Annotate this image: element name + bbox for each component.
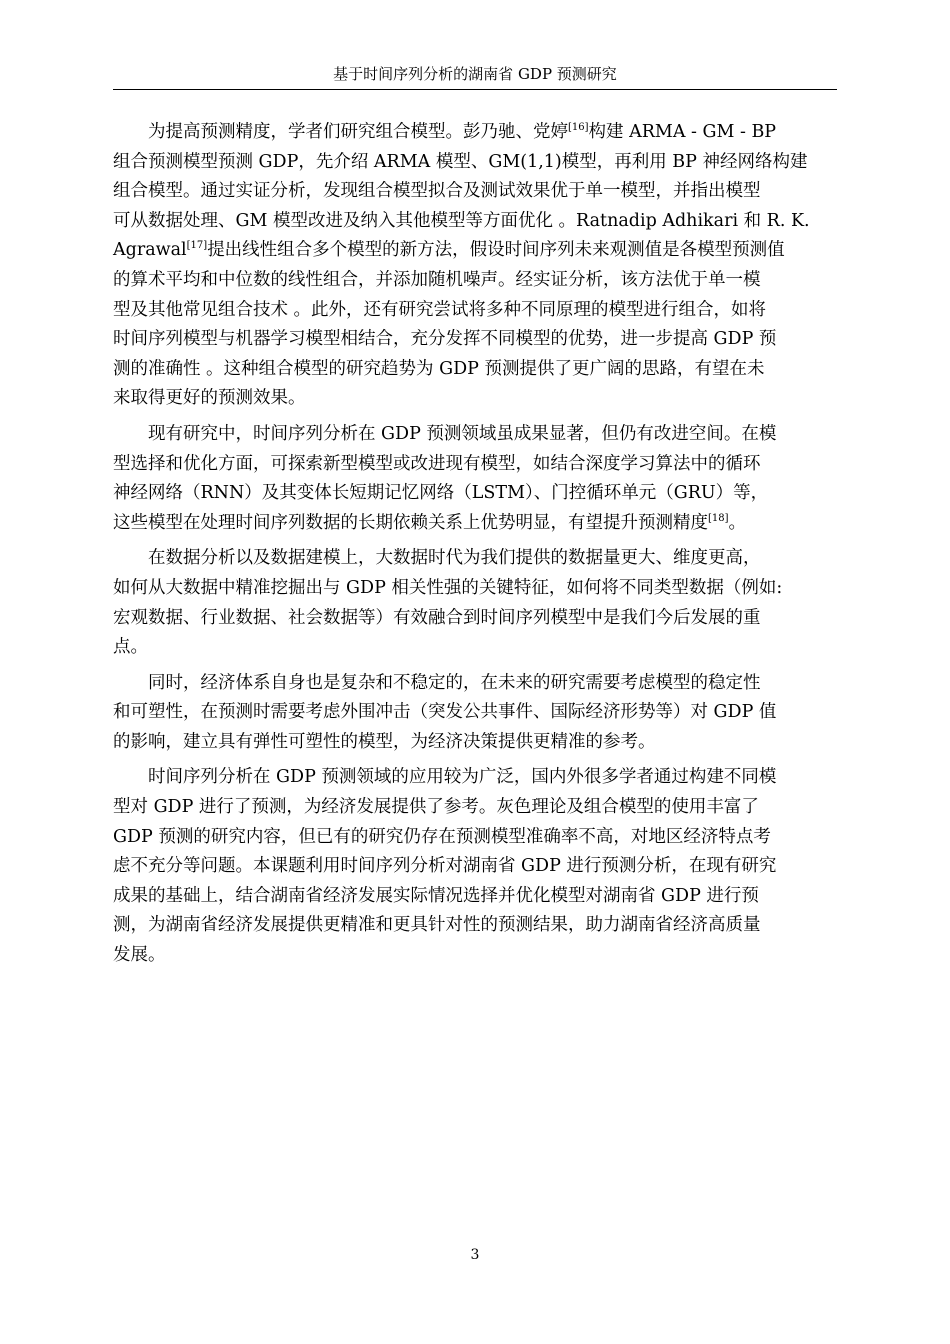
running-header: 基于时间序列分析的湖南省 GDP 预测研究 [333,65,617,83]
text-line [113,698,837,728]
text-line [113,728,837,758]
text-run: 型及其他常见组合技术 。此外，还有研究尝试将多种不同原理的模型进行组合，如将 [113,299,767,320]
text-line [113,669,837,699]
text-run: 可从数据处理、GM 模型改进及纳入其他模型等方面优化 。Ratnadip Adhikari 和 R. K. [113,210,810,231]
text-run: 测，为湖南省经济发展提供更精准和更具针对性的预测结果，助力湖南省经济高质量 [113,915,761,936]
text-line [113,450,837,480]
text-run: GDP 预测的研究内容，但已有的研究仍存在预测模型准确率不高，对地区经济特点考 [113,826,771,847]
text-run: 宏观数据、行业数据、社会数据等）有效融合到时间序列模型中是我们今后发展的重 [113,607,761,628]
text-run: 组合模型。通过实证分析，发现组合模型拟合及测试效果优于单一模型，并指出模型 [113,181,761,202]
text-line [113,509,837,539]
text-line [113,384,837,414]
text-line [113,236,837,266]
text-run: 如何从大数据中精准挖掘出与 GDP 相关性强的关键特征，如何将不同类型数据（例如: [113,577,783,598]
text-line [113,911,837,941]
text-line [113,479,837,509]
text-line [113,207,837,237]
text-line [113,420,837,450]
text-line [113,852,837,882]
body-paragraph [113,544,837,662]
text-run: 虑不充分等问题。本课题利用时间序列分析对湖南省 GDP 进行预测分析，在现有研究 [113,856,777,877]
citation-ref: [18] [708,512,729,524]
text-run: 神经网络（RNN）及其变体长短期记忆网络（LSTM）、门控循环单元（GRU）等， [113,483,769,504]
text-run: 型选择和优化方面，可探索新型模型或改进现有模型，如结合深度学习算法中的循环 [113,453,761,474]
text-run: 提出线性组合多个模型的新方法，假设时间序列未来观测值是各模型预测值 [207,240,785,261]
text-line [113,882,837,912]
text-run: 这些模型在处理时间序列数据的长期依赖关系上优势明显，有望提升预测精度 [113,512,708,533]
citation-ref: [17] [186,240,208,252]
text-line [113,574,837,604]
text-line [113,177,837,207]
text-line [113,544,837,574]
text-run: 时间序列模型与机器学习模型相结合，充分发挥不同模型的优势，进一步提高 GDP 预 [113,329,777,350]
text-run: 现有研究中，时间序列分析在 GDP 预测领域虽成果显著，但仍有改进空间。在模 [148,423,777,444]
text-run: 。 [728,512,747,533]
text-run: 来取得更好的预测效果。 [113,388,306,409]
text-line [113,793,837,823]
text-line [113,355,837,385]
text-run: 在数据分析以及数据建模上，大数据时代为我们提供的数据量更大、维度更高， [148,548,761,569]
text-line [113,148,837,178]
text-run: 点。 [113,637,148,658]
text-run: 构建 ARMA - GM - BP [588,122,777,142]
text-run: 时间序列分析在 GDP 预测领域的应用较为广泛，国内外很多学者通过构建不同模 [148,767,777,788]
text-line [113,941,837,971]
text-line [113,325,837,355]
text-run: 成果的基础上，结合湖南省经济发展实际情况选择并优化模型对湖南省 GDP 进行预 [113,885,759,906]
header-rule [113,89,837,90]
text-line [113,296,837,326]
text-line [113,823,837,853]
text-line [113,633,837,663]
page-number: 3 [470,1247,480,1263]
text-run: 同时，经济体系自身也是复杂和不稳定的，在未来的研究需要考虑模型的稳定性 [148,672,761,693]
body-paragraph [113,420,837,538]
body-paragraph [113,763,837,970]
text-run: 的算术平均和中位数的线性组合，并添加随机噪声。经实证分析，该方法优于单一模 [113,269,761,290]
text-run: 型对 GDP 进行了预测，为经济发展提供了参考。灰色理论及组合模型的使用丰富了 [113,797,759,818]
text-line [113,266,837,296]
text-run: Agrawal [113,240,187,261]
text-line [113,118,837,148]
text-run: 的影响，建立具有弹性可塑性的模型，为经济决策提供更精准的参考。 [113,731,656,752]
body-text [113,118,837,971]
body-paragraph [113,669,837,758]
text-run: 发展。 [113,945,166,966]
body-paragraph [113,118,837,414]
text-run: 和可塑性，在预测时需要考虑外围冲击（突发公共事件、国际经济形势等）对 GDP 值 [113,702,777,723]
text-run: 测的准确性 。这种组合模型的研究趋势为 GDP 预测提供了更广阔的思路，有望在未 [113,358,765,379]
text-line [113,763,837,793]
citation-ref: [16] [568,122,589,133]
text-run: 为提高预测精度，学者们研究组合模型。彭乃驰、党婷 [148,122,568,142]
text-line [113,604,837,634]
text-run: 组合预测模型预测 GDP，先介绍 ARMA 模型、GM(1,1)模型，再利用 BP 神经网络构建 [113,151,808,172]
